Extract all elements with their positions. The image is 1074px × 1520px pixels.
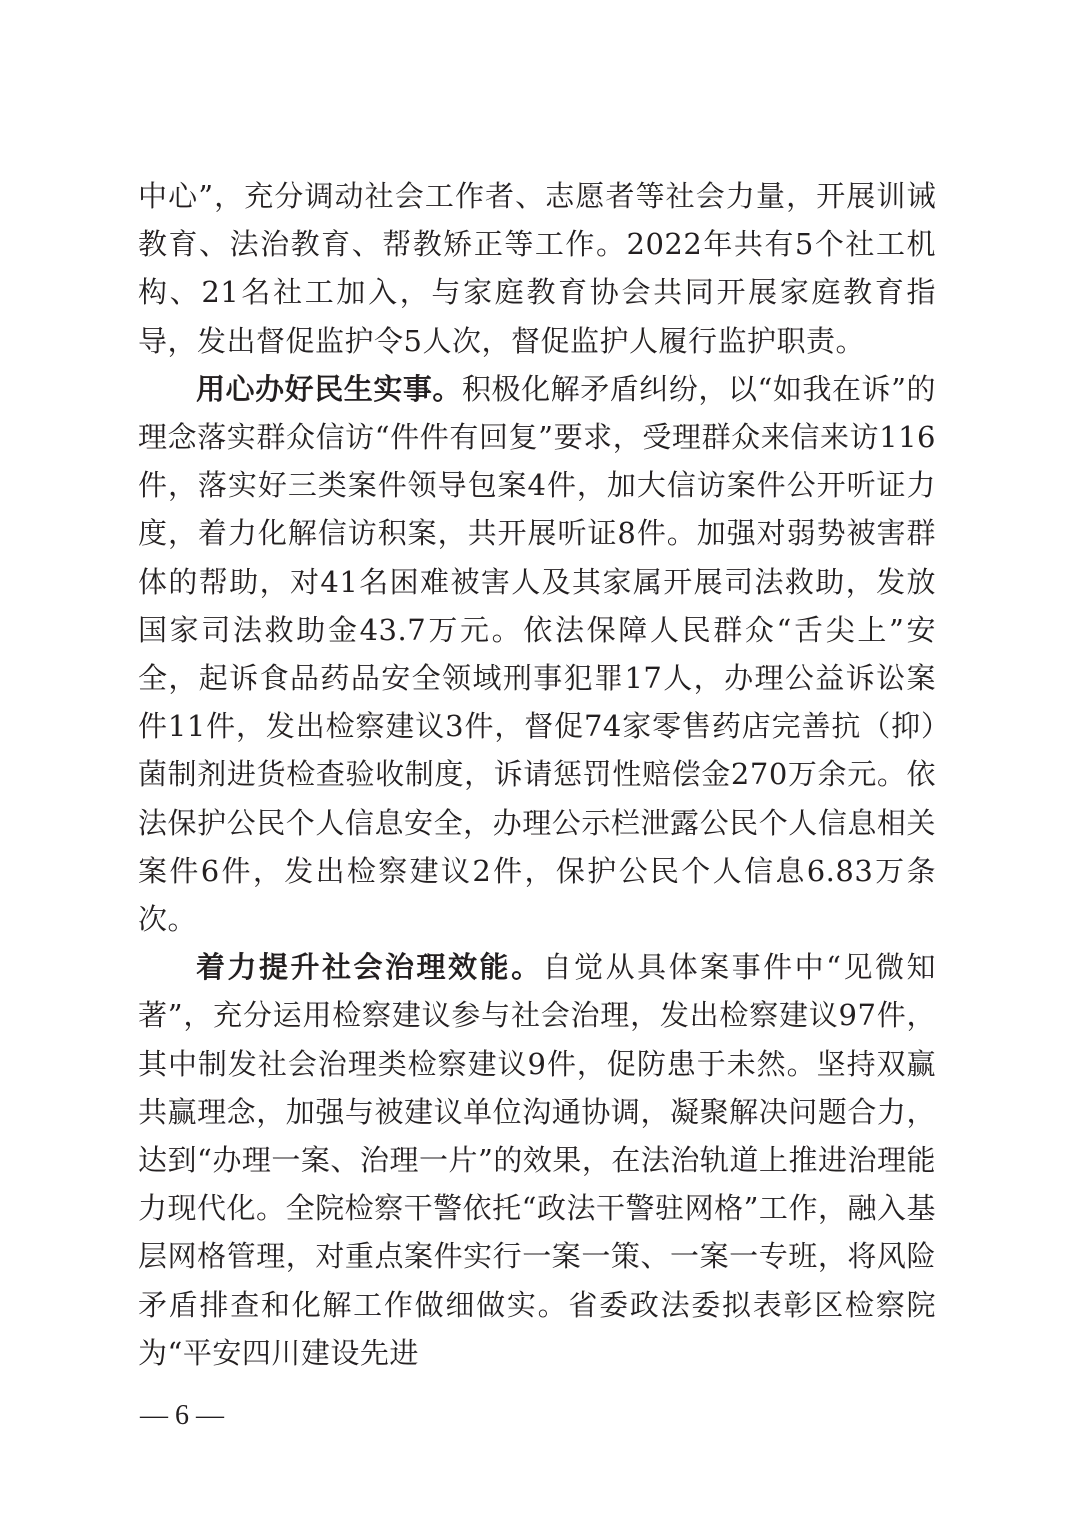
document-body [138, 172, 936, 1377]
paragraph-3-heading: 着力提升社会治理效能。 [196, 950, 543, 985]
paragraph-1-text: 中心”，充分调动社会工作者、志愿者等社会力量，开展训诫教育、法治教育、帮教矫正等工作。2022年共有5个社工机构、21名社工加入，与家庭教育协会共同开展家庭教育指导，发出督促监护令5人次，督促监护人履行监护职责。 [138, 179, 936, 358]
paragraph-2-heading: 用心办好民生实事。 [196, 371, 462, 406]
paragraph-3 [138, 943, 936, 1377]
page-number: — 6 — [140, 1400, 224, 1431]
paragraph-1 [138, 172, 936, 365]
paragraph-3-text: 自觉从具体案事件中“见微知著”，充分运用检察建议参与社会治理，发出检察建议97件，其中制发社会治理类检察建议9件，促防患于未然。坚持双赢共赢理念，加强与被建议单位沟通协调，凝聚解决问题合力，达到“办理一案、治理一片”的效果，在法治轨道上推进治理能力现代化。全院检察干警依托“政法干警驻网格”工作，融入基层网格管理，对重点案件实行一案一策、一案一专班，将风险矛盾排查和化解工作做细做实。省委政法委拟表彰区检察院为“平安四川建设先进 [138, 950, 936, 1370]
paragraph-2-text: 积极化解矛盾纠纷，以“如我在诉”的理念落实群众信访“件件有回复”要求，受理群众来信来访116件，落实好三类案件领导包案4件，加大信访案件公开听证力度，着力化解信访积案，共开展听证8件。加强对弱势被害群体的帮助，对41名困难被害人及其家属开展司法救助，发放国家司法救助金43.7万元。依法保障人民群众“舌尖上”安全，起诉食品药品安全领域刑事犯罪17人，办理公益诉讼案件11件，发出检察建议3件，督促74家零售药店完善抗（抑）菌制剂进货检查验收制度，诉请惩罚性赔偿金270万余元。依法保护公民个人信息安全，办理公示栏泄露公民个人信息相关案件6件，发出检察建议2件，保护公民个人信息6.83万条次。 [138, 371, 936, 937]
paragraph-2 [138, 365, 936, 943]
